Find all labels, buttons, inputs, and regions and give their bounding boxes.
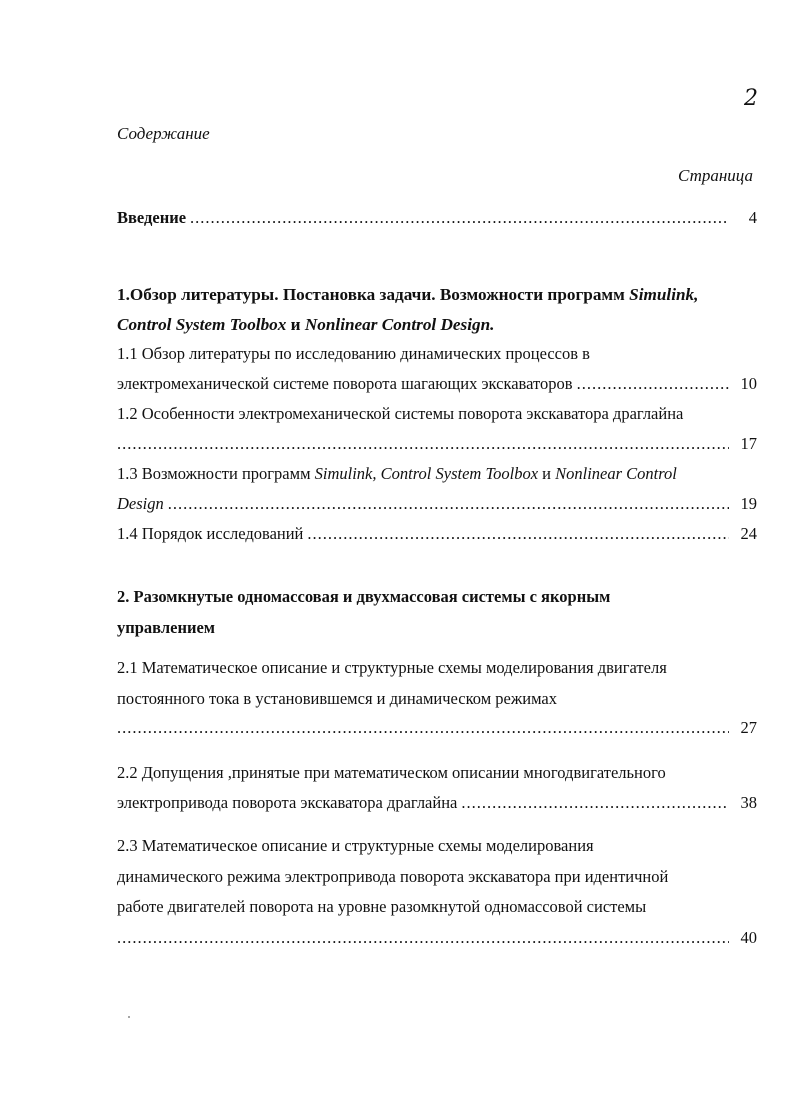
entry-page: 17 <box>740 434 757 453</box>
leader-dots <box>117 928 729 948</box>
toc-entry-1-2: 1.2 Особенности электромеханической системы поворота экскаватора драглайна <box>117 404 684 423</box>
entry-page: 4 <box>748 208 757 227</box>
toc-entry-1-1-cont: электромеханической системе поворота шагающих экскаваторов ..... 10 <box>117 374 757 394</box>
page-number: 2 <box>744 86 758 111</box>
toc-entry-2-3-cont: динамического режима электропривода поворота экскаватора при идентичной <box>117 867 669 886</box>
leader-dots <box>307 524 729 544</box>
leader-dots <box>117 718 729 738</box>
toc-entry-2-1: 2.1 Математическое описание и структурные схемы моделирования двигателя <box>117 658 667 677</box>
entry-page: 40 <box>740 928 757 947</box>
entry-page: 38 <box>740 793 757 812</box>
scan-speck <box>128 1016 130 1018</box>
toc-entry-1-3: 1.3 Возможности программ Simulink, Control System Toolbox и Nonlinear Control <box>117 464 677 483</box>
toc-entry-2-3-cont2: работе двигателей поворота на уровне разомкнутой одномассовой системы <box>117 897 647 916</box>
toc-heading: Содержание <box>117 124 210 143</box>
toc-entry-1-3-cont: Design ..... 19 <box>117 494 757 514</box>
toc-entry-intro <box>117 208 757 228</box>
chapter-2-title-cont: управлением <box>117 618 216 637</box>
toc-entry-1-1: 1.1 Обзор литературы по исследованию динамических процессов в <box>117 344 590 363</box>
toc-entry-2-2: 2.2 Допущения ,принятые при математическом описании многодвигательного <box>117 763 666 782</box>
leader-dots <box>190 208 729 228</box>
leader-dots <box>117 434 729 454</box>
entry-page: 24 <box>740 524 757 543</box>
chapter-1-title-cont: Control System Toolbox и Nonlinear Control Design. <box>117 315 495 334</box>
entry-label: Введение <box>117 208 187 227</box>
toc-entry-2-3: 2.3 Математическое описание и структурные схемы моделирования <box>117 836 594 855</box>
chapter-1-title: 1.Обзор литературы. Постановка задачи. Возможности программ Simulink, <box>117 285 699 304</box>
entry-page: 27 <box>740 718 757 737</box>
toc-entry-1-2-cont <box>117 434 757 454</box>
toc-entry-1-4: 1.4 Порядок исследований ..... 24 <box>117 524 757 544</box>
entry-page: 19 <box>740 494 757 513</box>
leader-dots <box>577 374 729 394</box>
leader-dots <box>168 494 729 514</box>
chapter-2-title: 2. Разомкнутые одномассовая и двухмассовая системы с якорным <box>117 587 611 606</box>
entry-page: 10 <box>740 374 757 393</box>
toc-entry-2-2-cont: электропривода поворота экскаватора драглайна ..... 38 <box>117 793 757 813</box>
toc-entry-2-3-dots <box>117 928 757 948</box>
page-column-label: Страница <box>678 166 753 185</box>
leader-dots <box>461 793 729 813</box>
toc-entry-2-1-dots <box>117 718 757 738</box>
toc-entry-2-1-cont: постоянного тока в установившемся и динамическом режимах <box>117 689 558 708</box>
